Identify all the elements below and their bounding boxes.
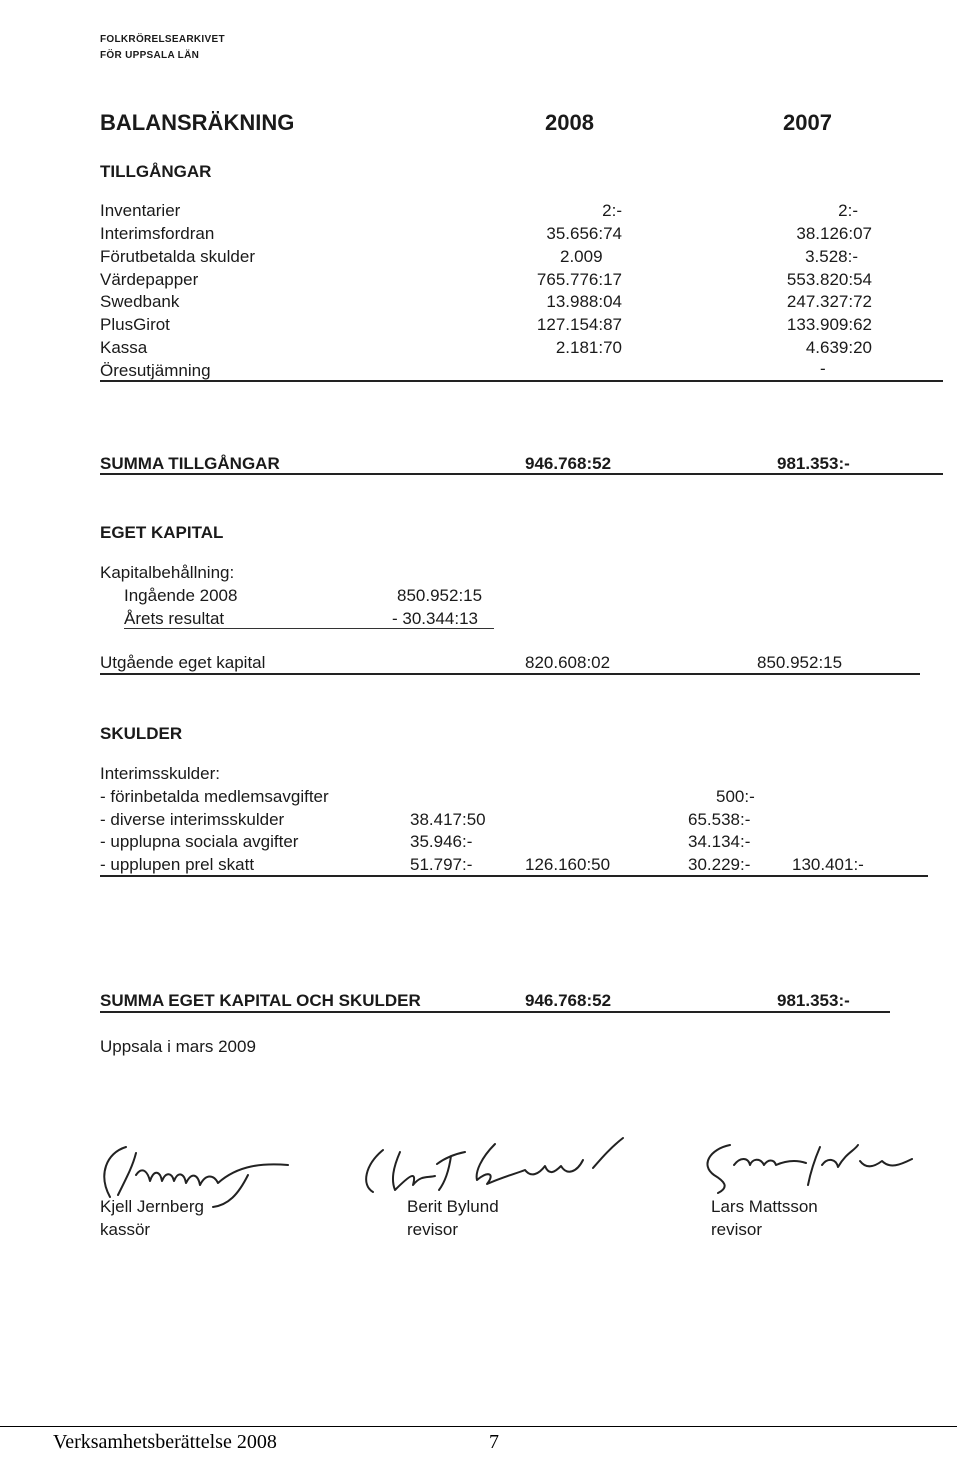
asset-value-2008: 2.009 (560, 247, 603, 266)
equity-row-value: - 30.344:13 (392, 609, 479, 628)
subtotal-line (124, 628, 494, 629)
liabilities-heading: SKULDER (100, 724, 183, 743)
liability-label: - diverse interimsskulder (100, 810, 285, 829)
asset-value-2007: - (820, 359, 826, 378)
liability-value-2008: 38.417:50 (410, 810, 486, 829)
liabilities-sum-2007: 130.401:- (792, 855, 864, 874)
asset-label: Interimsfordran (100, 224, 215, 243)
asset-value-2008: 765.776:17 (536, 270, 622, 289)
org-name-line2: FÖR UPPSALA LÄN (100, 50, 200, 61)
asset-value-2007: 2:- (838, 201, 858, 220)
assets-total-2007: 981.353:- (777, 454, 850, 473)
asset-label: Förutbetalda skulder (100, 247, 255, 266)
org-name-line1: FOLKRÖRELSEARKIVET (100, 34, 225, 45)
asset-value-2007: 3.528:- (805, 247, 858, 266)
signatory-role: revisor (407, 1220, 459, 1239)
asset-value-2007: 133.909:62 (786, 315, 872, 334)
liability-label: - förinbetalda medlemsavgifter (100, 787, 329, 806)
page-number: 7 (489, 1431, 499, 1453)
liability-label: - upplupna sociala avgifter (100, 832, 299, 851)
asset-value-2008: 35.656:74 (546, 224, 622, 243)
asset-value-2008: 2.181:70 (555, 338, 622, 357)
document-title: BALANSRÄKNING (100, 110, 295, 135)
footer-rule (0, 1426, 957, 1427)
asset-value-2007: 553.820:54 (786, 270, 872, 289)
equity-total-2008: 820.608:02 (525, 653, 611, 672)
liability-value-2007: 30.229:- (688, 855, 751, 874)
equity-subheading: Kapitalbehållning: (100, 563, 235, 582)
divider-line (100, 1011, 890, 1013)
asset-label: PlusGirot (100, 315, 170, 334)
liability-value-2007: 500:- (716, 787, 755, 806)
divider-line (100, 380, 943, 382)
asset-value-2008: 2:- (602, 201, 622, 220)
asset-label: Kassa (100, 338, 148, 357)
grand-total-2008: 946.768:52 (525, 991, 612, 1010)
asset-label: Öresutjämning (100, 361, 211, 380)
liabilities-sum-2008: 126.160:50 (525, 855, 611, 874)
asset-value-2007: 4.639:20 (805, 338, 872, 357)
signatory-role: revisor (711, 1220, 763, 1239)
liability-value-2007: 65.538:- (688, 810, 751, 829)
asset-value-2007: 247.327:72 (786, 292, 872, 311)
signatory-name: Berit Bylund (407, 1197, 499, 1216)
asset-label: Swedbank (100, 292, 180, 311)
divider-line (100, 875, 928, 877)
liability-value-2007: 34.134:- (688, 832, 751, 851)
liability-value-2008: 51.797:- (410, 855, 473, 874)
asset-label: Värdepapper (100, 270, 199, 289)
assets-heading: TILLGÅNGAR (100, 162, 212, 181)
liabilities-subheading: Interimsskulder: (100, 764, 220, 783)
grand-total-2007: 981.353:- (777, 991, 850, 1010)
signature-lars-mattsson (690, 1135, 920, 1205)
assets-total-label: SUMMA TILLGÅNGAR (100, 454, 280, 473)
divider-line (100, 673, 920, 675)
liability-value-2008: 35.946:- (410, 832, 473, 851)
signatory-role: kassör (100, 1220, 151, 1239)
equity-row-value: 850.952:15 (397, 586, 483, 605)
footer-title: Verksamhetsberättelse 2008 (53, 1431, 277, 1453)
liability-label: - upplupen prel skatt (100, 855, 255, 874)
signatory-name: Lars Mattsson (711, 1197, 818, 1216)
year-2008-heading: 2008 (545, 110, 594, 135)
place-date: Uppsala i mars 2009 (100, 1037, 256, 1056)
asset-value-2008: 127.154:87 (536, 315, 622, 334)
asset-label: Inventarier (100, 201, 181, 220)
signatory-name: Kjell Jernberg (100, 1197, 204, 1216)
divider-line (100, 473, 943, 475)
asset-value-2008: 13.988:04 (546, 292, 622, 311)
equity-row-label: Årets resultat (124, 609, 225, 628)
assets-total-2008: 946.768:52 (525, 454, 612, 473)
equity-row-label: Ingående 2008 (124, 586, 238, 605)
grand-total-label: SUMMA EGET KAPITAL OCH SKULDER (100, 991, 421, 1010)
equity-total-2007: 850.952:15 (757, 653, 843, 672)
equity-total-label: Utgående eget kapital (100, 653, 266, 672)
year-2007-heading: 2007 (783, 110, 832, 135)
asset-value-2007: 38.126:07 (796, 224, 872, 243)
equity-heading: EGET KAPITAL (100, 523, 224, 542)
